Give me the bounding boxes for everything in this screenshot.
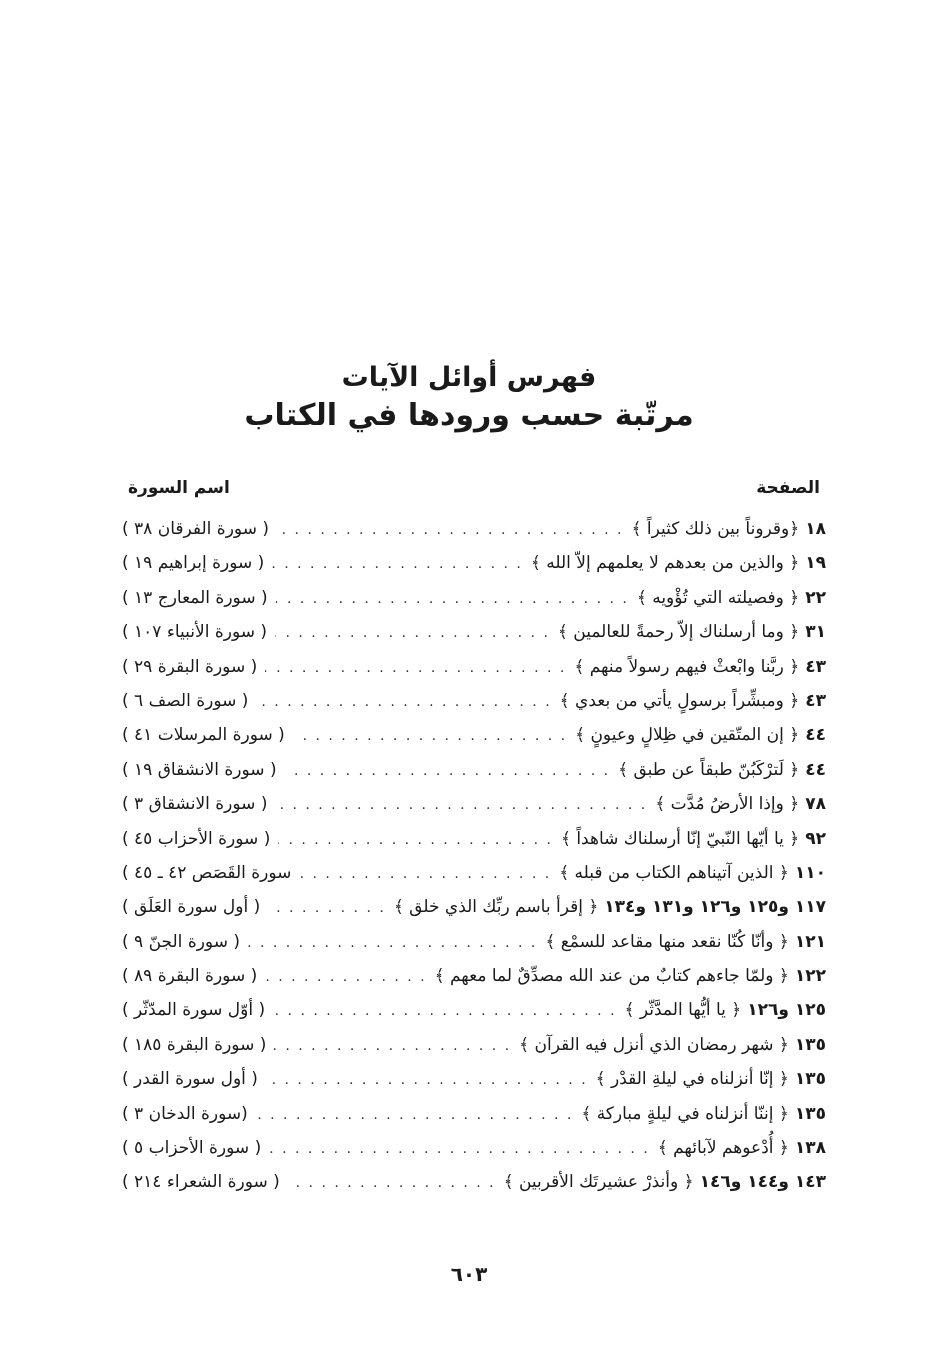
leader-dots bbox=[265, 969, 426, 985]
entry-verse: ﴿ وأنّا كُنّا نقعد منها مقاعد للسمْع ﴾ bbox=[545, 931, 789, 952]
entry-surah: ( سورة الانشقاق ٣ ) bbox=[122, 794, 268, 815]
entry-verse: ﴿ إقرأ باسم ربِّك الذي خلق ﴾ bbox=[393, 897, 599, 918]
list-item bbox=[122, 656, 826, 690]
entry-surah: ( أول سورة القدر ) bbox=[122, 1069, 258, 1090]
list-item bbox=[122, 793, 826, 827]
list-item bbox=[122, 759, 826, 793]
entry-verse: ﴿ شهر رمضان الذي أنزل فيه القرآن ﴾ bbox=[519, 1034, 789, 1055]
list-item bbox=[122, 621, 826, 655]
leader-dots bbox=[273, 1003, 616, 1019]
entry-surah: ( سورة البقرة ٨٩ ) bbox=[122, 966, 258, 987]
page-subtitle: مرتّبة حسب ورودها في الكتاب bbox=[244, 398, 694, 433]
entry-verse: ﴿ الذين آتيناهم الكتاب من قبله ﴾ bbox=[559, 862, 789, 883]
list-item bbox=[122, 587, 826, 621]
entry-pages: ٤٤ bbox=[805, 725, 826, 746]
list-item bbox=[122, 690, 826, 724]
leader-dots bbox=[276, 591, 629, 607]
leader-dots bbox=[277, 522, 624, 538]
entry-surah: ( سورة الأحزاب ٤٥ ) bbox=[122, 828, 271, 849]
list-item bbox=[122, 1068, 826, 1102]
page-number: ٦٠٣ bbox=[450, 1262, 488, 1286]
entry-verse: ﴿ يا أيُّها المدَّثّر ﴾ bbox=[624, 1000, 742, 1021]
entry-surah: ( سورة الفرقان ٣٨ ) bbox=[122, 519, 269, 539]
entry-pages: ١٢٥ و١٢٦ bbox=[747, 1000, 826, 1021]
entry-verse: ﴿ وأنذرْ عشيرتَك الأقربين ﴾ bbox=[503, 1172, 694, 1193]
list-item bbox=[122, 999, 826, 1033]
entry-pages: ٩٢ bbox=[805, 828, 826, 849]
entry-pages: ١٣٨ bbox=[794, 1138, 826, 1159]
entry-pages: ١٨ bbox=[805, 519, 826, 539]
entry-verse: ﴿ إننّا أنزلناه في ليلةٍ مباركة ﴾ bbox=[581, 1103, 789, 1124]
entry-verse: ﴿ وفصيلته التي تُؤْويه ﴾ bbox=[636, 587, 800, 608]
entry-pages: ١٣٥ bbox=[794, 1069, 826, 1090]
entry-verse: ﴿ وما أرسلناك إلاّ رحمةً للعالمين ﴾ bbox=[557, 622, 800, 643]
entry-pages: ٧٨ bbox=[805, 794, 826, 815]
entry-verse: ﴿ ومبشِّراً برسولٍ يأتي من بعدي ﴾ bbox=[559, 690, 800, 711]
entry-surah: ( أوّل سورة المدّثّر ) bbox=[122, 1000, 266, 1021]
entry-pages: ١٤٣ و١٤٤ و١٤٦ bbox=[699, 1172, 826, 1193]
entry-pages: ١٣٥ bbox=[794, 1034, 826, 1055]
leader-dots bbox=[285, 763, 610, 779]
entry-verse: ﴿ ربَّنا وابْعثْ فيهم رسولاً منهم ﴾ bbox=[574, 656, 800, 677]
entry-surah: ( سورة الصف ٦ ) bbox=[122, 690, 249, 711]
entry-pages: ٢٢ bbox=[805, 587, 826, 608]
entry-surah: ( سورة الانشقاق ١٩ ) bbox=[122, 759, 277, 780]
entry-surah: ( سورة الشعراء ٢١٤ ) bbox=[122, 1172, 280, 1193]
page-title: فهرس أوائل الآيات bbox=[341, 362, 597, 393]
leader-dots bbox=[269, 1141, 650, 1157]
entry-pages: ٤٤ bbox=[805, 759, 826, 780]
entry-verse: ﴿ إنّا أنزلناه في ليلةِ القدْر ﴾ bbox=[595, 1069, 789, 1090]
entry-surah: ( سورة البقرة ٢٩ ) bbox=[122, 656, 258, 677]
leader-dots bbox=[274, 1038, 511, 1054]
verse-index-list bbox=[122, 518, 826, 1206]
leader-dots bbox=[293, 728, 567, 744]
leader-dots bbox=[266, 1072, 588, 1088]
leader-dots bbox=[275, 797, 647, 813]
entry-pages: ١٣٥ bbox=[794, 1103, 826, 1124]
list-item bbox=[122, 518, 826, 552]
leader-dots bbox=[256, 1107, 574, 1123]
list-item bbox=[122, 724, 826, 758]
entry-verse: ﴿ والذين من بعدهم لا يعلمهم إلاّ الله ﴾ bbox=[530, 553, 800, 574]
entry-pages: ١٢١ bbox=[794, 931, 826, 952]
leader-dots bbox=[265, 660, 566, 676]
leader-dots bbox=[275, 625, 550, 641]
entry-verse: ﴿ أُدْعوهم لآبائهم ﴾ bbox=[657, 1138, 789, 1159]
entry-surah: ( سورة البقرة ١٨٥ ) bbox=[122, 1034, 267, 1055]
list-item bbox=[122, 1103, 826, 1137]
entry-surah: ( سورة إبراهيم ١٩ ) bbox=[122, 553, 265, 574]
leader-dots bbox=[299, 866, 551, 882]
leader-dots bbox=[268, 900, 386, 916]
list-item bbox=[122, 896, 826, 930]
leader-dots bbox=[278, 832, 553, 848]
entry-verse: ﴿ إن المتّقين في ظِلالٍ وعيونٍ ﴾ bbox=[575, 725, 800, 746]
leader-dots bbox=[288, 1175, 496, 1191]
column-header-page: الصفحة bbox=[756, 478, 820, 498]
entry-surah: ( سورة المرسلات ٤١ ) bbox=[122, 725, 285, 746]
entry-verse: ﴿ ولمّا جاءهم كتابٌ من عند الله مصدِّقٌ لما معهم ﴾ bbox=[434, 966, 789, 987]
list-item bbox=[122, 1137, 826, 1171]
entry-pages: ٤٣ bbox=[805, 656, 826, 677]
entry-pages: ٣١ bbox=[805, 622, 826, 643]
entry-pages: ٤٣ bbox=[805, 690, 826, 711]
leader-dots bbox=[272, 556, 523, 572]
leader-dots bbox=[248, 935, 537, 951]
entry-verse: ﴿وقروناً بين ذلك كثيراً ﴾ bbox=[631, 519, 800, 539]
entry-surah: ( سورة الجنّ ٩ ) bbox=[122, 931, 240, 952]
list-item bbox=[122, 862, 826, 896]
list-item bbox=[122, 965, 826, 999]
leader-dots bbox=[256, 694, 551, 710]
entry-verse: ﴿ وإذا الأرضُ مُدَّت ﴾ bbox=[655, 794, 800, 815]
list-item bbox=[122, 828, 826, 862]
column-header-surah: اسم السورة bbox=[128, 478, 230, 498]
list-item bbox=[122, 931, 826, 965]
entry-surah: ( سورة المعارج ١٣ ) bbox=[122, 587, 268, 608]
entry-pages: ١١٠ bbox=[794, 862, 826, 883]
list-item bbox=[122, 1034, 826, 1068]
entry-surah: ( سورة الأنبياء ١٠٧ ) bbox=[122, 622, 268, 643]
entry-surah: سورة القَصَص ٤٢ ـ ٤٥ ) bbox=[122, 862, 292, 883]
entry-surah: ( أول سورة العَلَق ) bbox=[122, 897, 261, 918]
entry-pages: ١٢٢ bbox=[794, 966, 826, 987]
list-item bbox=[122, 1171, 826, 1205]
entry-surah: ( سورة الأحزاب ٥ ) bbox=[122, 1138, 262, 1159]
entry-pages: ١٩ bbox=[805, 553, 826, 574]
entry-verse: ﴿ لَترْكَبُنّ طبقاً عن طبق ﴾ bbox=[618, 759, 800, 780]
entry-pages: ١١٧ و١٢٥ و١٢٦ و١٣١ و١٣٤ bbox=[604, 897, 826, 918]
entry-surah: (سورة الدخان ٣ ) bbox=[122, 1103, 248, 1124]
list-item bbox=[122, 552, 826, 586]
entry-verse: ﴿ يا أيّها النّبيّ إنّا أرسلناك شاهداً ﴾ bbox=[560, 828, 800, 849]
